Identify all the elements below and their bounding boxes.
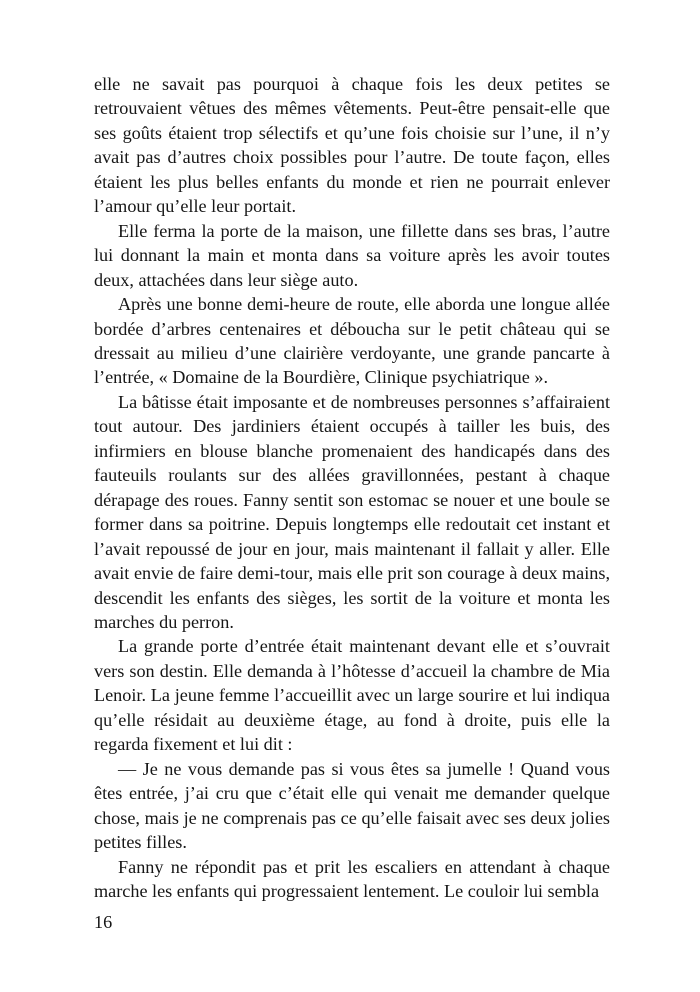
paragraph-6: — Je ne vous demande pas si vous êtes sa jumelle ! Quand vous êtes entrée, j’ai cru que c’était elle qui venait me demander quelque chose, mais je ne comprenais pas ce qu’elle faisait avec ses deux jolies petites filles. [94, 758, 610, 853]
paragraph-5: La grande porte d’entrée était maintenant devant elle et s’ouvrait vers son destin. Elle demanda à l’hôtesse d’accueil la chambre de Mia Lenoir. La jeune femme l’accueillit avec un large sourire et lui indiqua qu’elle résidait au deuxième étage, au fond à droite, puis elle la regarda fixement et lui dit : [94, 636, 610, 755]
paragraph-2: Elle ferma la porte de la maison, une fillette dans ses bras, l’autre lui donnant la main et monta dans sa voiture après les avoir toutes deux, attachées dans leur siège auto. [94, 220, 610, 290]
paragraph-7: Fanny ne répondit pas et prit les escaliers en attendant à chaque marche les enfants qui progressaient lentement. Le couloir lui sembla [94, 856, 610, 901]
page-number: 16 [94, 912, 113, 932]
page-body [94, 72, 610, 903]
paragraph-4: La bâtisse était imposante et de nombreuses personnes s’affairaient tout autour. Des jardiniers étaient occupés à tailler les buis, des infirmiers en blouse blanche promenaient des handicapés dans des fauteuils roulants sur des allées gravillonnées, pestant à chaque dérapage des roues. Fanny sentit son estomac se nouer et une boule se former dans sa poitrine. Depuis longtemps elle redoutait cet instant et l’avait repoussé de jour en jour, mais maintenant il fallait y aller. Elle avait envie de faire demi-tour, mais elle prit son courage à deux mains, descendit les enfants des sièges, les sortit de la voiture et monta les marches du perron. [94, 391, 610, 632]
paragraph-1: elle ne savait pas pourquoi à chaque fois les deux petites se retrouvaient vêtues des mêmes vêtements. Peut-être pensait-elle que ses goûts étaient trop sélectifs et qu’une fois choisie sur l’une, il n’y avait pas d’autres choix possibles pour l’autre. De toute façon, elles étaient les plus belles enfants du monde et rien ne pourrait enlever l’amour qu’elle leur portait. [94, 74, 610, 217]
paragraph-3: Après une bonne demi-heure de route, elle aborda une longue allée bordée d’arbres centenaires et déboucha sur le petit château qui se dressait au milieu d’une clairière verdoyante, une grande pancarte à l’entrée, « Domaine de la Bourdière, Clinique psychiatrique ». [94, 294, 610, 388]
